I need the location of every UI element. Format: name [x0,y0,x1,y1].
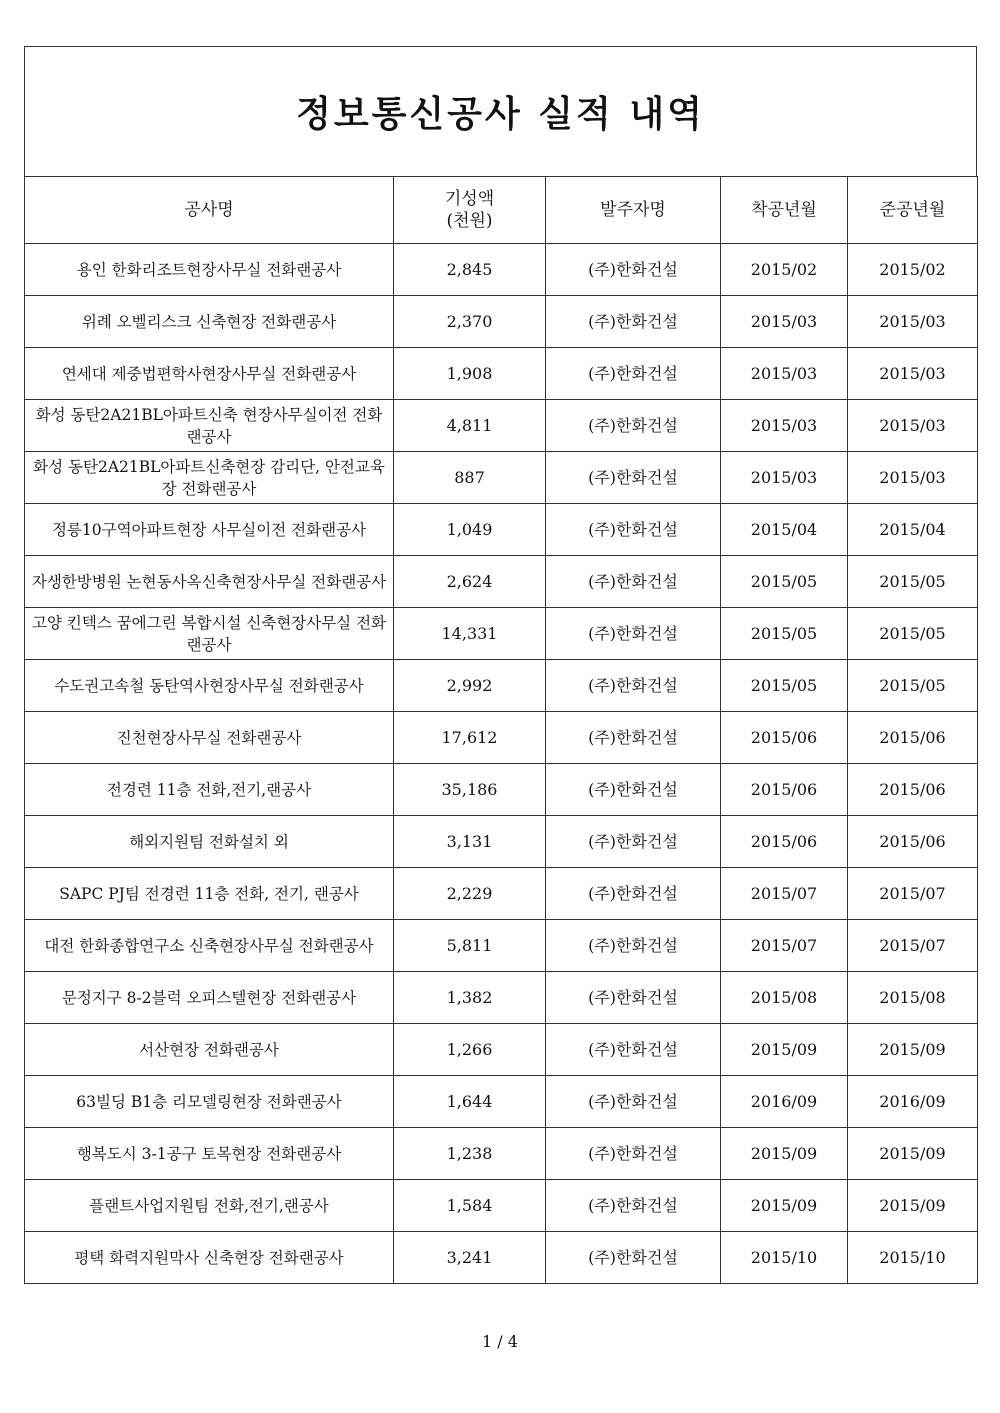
cell-end: 2015/04 [848,504,978,556]
cell-end: 2015/06 [848,816,978,868]
cell-end: 2015/06 [848,712,978,764]
cell-name: 플랜트사업지원팀 전화,전기,랜공사 [25,1180,394,1232]
cell-end: 2015/09 [848,1024,978,1076]
cell-amount: 14,331 [394,608,546,660]
table-row [25,400,978,452]
cell-amount: 1,584 [394,1180,546,1232]
cell-name: 연세대 제중법편학사현장사무실 전화랜공사 [25,348,394,400]
header-start: 착공년월 [721,177,848,244]
cell-name: 용인 한화리조트현장사무실 전화랜공사 [25,244,394,296]
header-amount-line1: 기성액 [444,189,495,209]
table-row [25,1232,978,1284]
cell-end: 2015/05 [848,608,978,660]
cell-amount: 1,238 [394,1128,546,1180]
cell-amount: 1,266 [394,1024,546,1076]
table-row [25,296,978,348]
page-number: 1 / 4 [482,1332,518,1351]
cell-start: 2015/09 [721,1128,848,1180]
cell-end: 2015/02 [848,244,978,296]
header-row [25,177,978,244]
cell-name: 해외지원팀 전화설치 외 [25,816,394,868]
cell-start: 2015/07 [721,868,848,920]
cell-client: (주)한화건설 [546,972,721,1024]
cell-client: (주)한화건설 [546,868,721,920]
page-title: 정보통신공사 실적 내역 [296,93,705,135]
cell-start: 2015/07 [721,920,848,972]
table-row [25,556,978,608]
cell-start: 2015/05 [721,608,848,660]
table-row [25,244,978,296]
cell-start: 2015/03 [721,452,848,504]
cell-amount: 3,241 [394,1232,546,1284]
cell-end: 2015/09 [848,1180,978,1232]
cell-client: (주)한화건설 [546,296,721,348]
table-row [25,712,978,764]
cell-end: 2015/03 [848,452,978,504]
cell-end: 2015/08 [848,972,978,1024]
table-row [25,972,978,1024]
cell-client: (주)한화건설 [546,556,721,608]
table-row [25,920,978,972]
cell-amount: 2,370 [394,296,546,348]
cell-amount: 35,186 [394,764,546,816]
table-row [25,660,978,712]
cell-name: 전경련 11층 전화,전기,랜공사 [25,764,394,816]
cell-client: (주)한화건설 [546,712,721,764]
cell-end: 2015/07 [848,920,978,972]
header-end: 준공년월 [848,177,978,244]
cell-client: (주)한화건설 [546,244,721,296]
cell-start: 2015/06 [721,764,848,816]
header-amount [394,177,546,244]
cell-client: (주)한화건설 [546,1232,721,1284]
cell-amount: 2,229 [394,868,546,920]
cell-name: 위례 오벨리스크 신축현장 전화랜공사 [25,296,394,348]
cell-start: 2015/10 [721,1232,848,1284]
cell-end: 2015/03 [848,400,978,452]
cell-name: 진천현장사무실 전화랜공사 [25,712,394,764]
cell-name: 고양 킨텍스 꿈에그린 복합시설 신축현장사무실 전화랜공사 [25,608,394,660]
cell-start: 2015/02 [721,244,848,296]
cell-amount: 3,131 [394,816,546,868]
cell-name: 63빌딩 B1층 리모델링현장 전화랜공사 [25,1076,394,1128]
cell-client: (주)한화건설 [546,660,721,712]
cell-end: 2015/05 [848,556,978,608]
performance-table [24,176,978,1284]
cell-name: 화성 동탄2A21BL아파트신축 현장사무실이전 전화랜공사 [25,400,394,452]
cell-client: (주)한화건설 [546,504,721,556]
table-row [25,452,978,504]
cell-name: SAPC PJ팀 전경련 11층 전화, 전기, 랜공사 [25,868,394,920]
cell-amount: 887 [394,452,546,504]
cell-start: 2015/03 [721,296,848,348]
cell-amount: 2,845 [394,244,546,296]
cell-start: 2015/05 [721,556,848,608]
table-row [25,1076,978,1128]
cell-end: 2015/09 [848,1128,978,1180]
cell-end: 2015/05 [848,660,978,712]
title-box [24,46,977,176]
table-row [25,1128,978,1180]
cell-amount: 4,811 [394,400,546,452]
cell-start: 2015/06 [721,712,848,764]
cell-end: 2015/07 [848,868,978,920]
cell-name: 자생한방병원 논현동사옥신축현장사무실 전화랜공사 [25,556,394,608]
cell-start: 2015/04 [721,504,848,556]
cell-client: (주)한화건설 [546,1128,721,1180]
cell-name: 평택 화력지원막사 신축현장 전화랜공사 [25,1232,394,1284]
cell-amount: 5,811 [394,920,546,972]
cell-client: (주)한화건설 [546,764,721,816]
cell-end: 2016/09 [848,1076,978,1128]
cell-amount: 1,644 [394,1076,546,1128]
table-row [25,868,978,920]
cell-amount: 1,049 [394,504,546,556]
cell-name: 문정지구 8-2블럭 오피스텔현장 전화랜공사 [25,972,394,1024]
table-row [25,608,978,660]
cell-amount: 2,624 [394,556,546,608]
document-sheet [24,46,977,1284]
cell-amount: 2,992 [394,660,546,712]
table-row [25,504,978,556]
cell-end: 2015/10 [848,1232,978,1284]
table-row [25,764,978,816]
cell-client: (주)한화건설 [546,1024,721,1076]
cell-client: (주)한화건설 [546,920,721,972]
cell-start: 2015/03 [721,348,848,400]
cell-name: 행복도시 3-1공구 토목현장 전화랜공사 [25,1128,394,1180]
cell-name: 정릉10구역아파트현장 사무실이전 전화랜공사 [25,504,394,556]
cell-amount: 1,382 [394,972,546,1024]
cell-client: (주)한화건설 [546,452,721,504]
cell-client: (주)한화건설 [546,608,721,660]
header-name: 공사명 [25,177,394,244]
cell-start: 2015/05 [721,660,848,712]
table-row [25,348,978,400]
cell-start: 2015/09 [721,1180,848,1232]
cell-end: 2015/03 [848,348,978,400]
table-row [25,1180,978,1232]
cell-client: (주)한화건설 [546,1180,721,1232]
cell-amount: 1,908 [394,348,546,400]
cell-client: (주)한화건설 [546,400,721,452]
table-row [25,1024,978,1076]
cell-name: 수도권고속철 동탄역사현장사무실 전화랜공사 [25,660,394,712]
cell-client: (주)한화건설 [546,1076,721,1128]
table-row [25,816,978,868]
cell-name: 대전 한화종합연구소 신축현장사무실 전화랜공사 [25,920,394,972]
cell-amount: 17,612 [394,712,546,764]
cell-start: 2015/09 [721,1024,848,1076]
cell-client: (주)한화건설 [546,816,721,868]
cell-client: (주)한화건설 [546,348,721,400]
header-amount-line2: (천원) [446,211,493,231]
cell-start: 2015/06 [721,816,848,868]
cell-end: 2015/06 [848,764,978,816]
cell-end: 2015/03 [848,296,978,348]
cell-start: 2015/08 [721,972,848,1024]
table-body [25,244,978,1284]
cell-start: 2016/09 [721,1076,848,1128]
cell-start: 2015/03 [721,400,848,452]
cell-name: 서산현장 전화랜공사 [25,1024,394,1076]
header-client: 발주자명 [546,177,721,244]
cell-name: 화성 동탄2A21BL아파트신축현장 감리단, 안전교육장 전화랜공사 [25,452,394,504]
